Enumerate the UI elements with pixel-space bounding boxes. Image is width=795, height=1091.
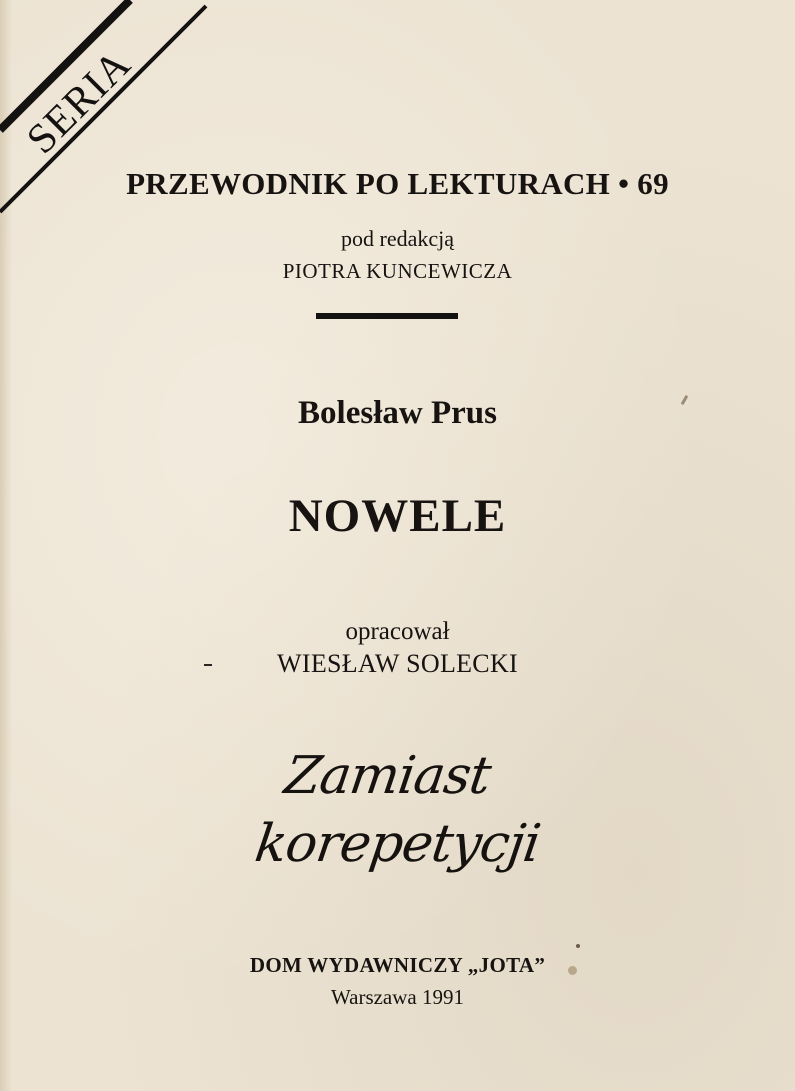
series-title: PRZEWODNIK PO LEKTURACH • 69 bbox=[126, 166, 669, 201]
editor-name: PIOTRA KUNCEWICZA bbox=[282, 259, 513, 283]
author-name: Bolesław Prus bbox=[298, 395, 497, 431]
series-label: SERIA bbox=[18, 41, 141, 163]
divider-rule bbox=[316, 313, 458, 319]
series-logo-line-2: korepetycji bbox=[251, 814, 544, 874]
compiler-name: WIESŁAW SOLECKI bbox=[277, 649, 518, 678]
publisher-name: DOM WYDAWNICZY „JOTA” bbox=[249, 953, 546, 977]
paper-stain bbox=[568, 966, 577, 975]
editor-intro: pod redakcją bbox=[341, 226, 454, 251]
place-and-year: Warszawa 1991 bbox=[330, 985, 464, 1009]
compiled-by-label: opracował bbox=[345, 618, 450, 645]
book-title: NOWELE bbox=[288, 490, 507, 542]
series-logo-line-1: Zamiast bbox=[280, 746, 495, 806]
paper-speck bbox=[576, 944, 580, 948]
